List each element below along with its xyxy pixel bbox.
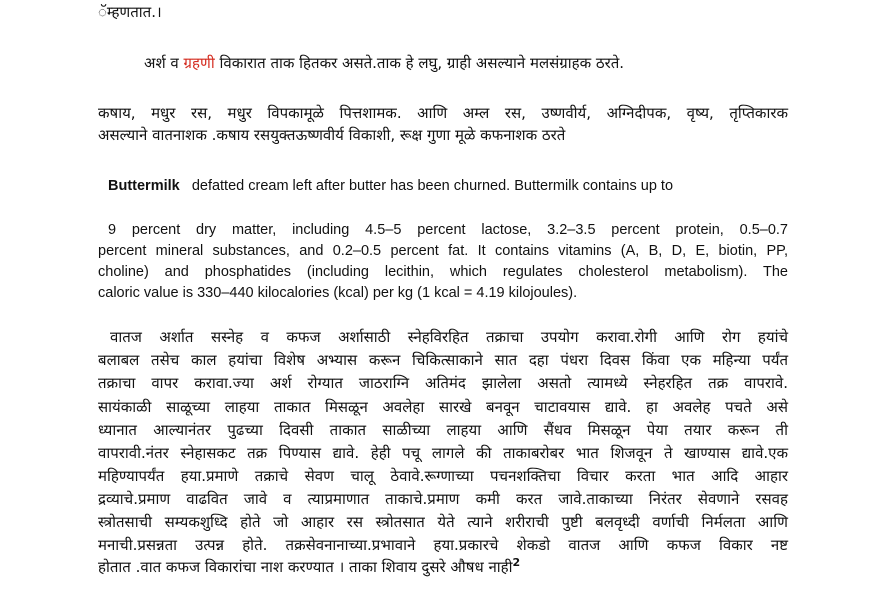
- buttermilk-line-2: percent mineral substances, and 0.2–0.5 percent fat. It contains vitamins (A, B, D, E, biotin, PP,: [98, 243, 788, 259]
- final-line-text: होतात .वात कफज विकारांचा नाश करण्यात । ताका शिवाय दुसरे औषध नाही: [98, 558, 513, 576]
- usage-line-3: तक्राचा वापर करावा.ज्या अर्श रोग्यात जाठराग्नि अतिमंद झालेला असतो त्यामध्ये स्नेहरहित तक्र वापरावे.: [98, 374, 788, 392]
- intro-after: विकारात ताक हितकर असते.ताक हे लघु, ग्राही असल्याने मलसंग्राहक ठरते.: [214, 54, 625, 72]
- intro-sentence: [144, 53, 624, 73]
- usage-line-5: ध्यानात आल्यानंतर पुढच्या दिवसी ताकात साळीच्या लाहया आणि सैंधव मिसळून पेया तयार करून ती: [98, 421, 788, 439]
- buttermilk-first-line: defatted cream left after butter has been churned. Buttermilk contains up to: [191, 178, 674, 194]
- usage-line-1: वातज अर्शात सस्नेह व कफज अर्शासाठी स्नेहविरहित तक्राचा उपयोग करावा.रोगी आणि रोग हयांचे: [110, 328, 788, 346]
- usage-line-4: सायंकाळी साळूच्या लाहया ताकात मिसळून अवलेहा सारखे बनवून चाटावयास द्यावे. हा अवलेह पचते असे: [98, 398, 788, 416]
- properties-line-2: असल्याने वातनाशक .कषाय रसयुक्तऊष्णवीर्य विकाशी, रूक्ष गुणा मूळे कफनाशक ठरते: [98, 126, 566, 144]
- intro-before: अर्श व: [144, 54, 184, 72]
- intro-highlight-grahani: ग्रहणी: [183, 54, 215, 72]
- usage-final-line: [98, 557, 520, 577]
- usage-line-2: बलाबल तसेच काल हयांचा विशेष अभ्यास करून चिकित्साकाने सात दहा पंधरा दिवस किंवा एक महिन्या पर्यंत: [98, 351, 788, 369]
- usage-line-8: द्रव्याचे.प्रमाण वाढवित जावे व त्याप्रमाणात ताकाचे.प्रमाण कमी करत जावे.ताकाच्या निरंतर सेवणाने रसवह: [98, 490, 788, 508]
- top-fragment: ॅम्हणतात.।: [98, 3, 162, 21]
- usage-line-9: स्त्रोतसाची सम्यकशुध्दि होते जो आहार रस स्त्रोतसात येते त्याने शरीराची पुष्टी बलवृध्दी वर्णाची निर्मलता आणि: [98, 513, 788, 531]
- buttermilk-line-3: choline) and phosphatides (including lecithin, which regulates cholesterol metabolism). The: [98, 264, 788, 280]
- usage-line-6: वापरावी.नंतर स्नेहासकट तक्र पिण्यास द्यावे. हेही पचू लागले की ताकाबरोबर भात शिजवून ते खाण्यास द्यावे.एक: [98, 444, 788, 462]
- usage-line-10: मनाची.प्रसन्नता उत्पन्न होते. तक्रसेवनानाच्या.प्रभावाने हया.प्रकारचे शेकडो वातज आणि कफज विकार नष्ट: [98, 536, 788, 554]
- buttermilk-term: Buttermilk: [108, 178, 180, 194]
- footnote-marker: 2: [512, 556, 521, 569]
- usage-line-7: महिण्यापर्यंत हया.प्रमाणे तक्राचे सेवण चालू ठेवावे.रूग्णाच्या पचनशक्तिचा विचार करता भात आदि आहार: [98, 467, 788, 485]
- buttermilk-line-4: caloric value is 330–440 kilocalories (kcal) per kg (1 kcal = 4.19 kilojoules).: [98, 285, 578, 301]
- properties-line-1: कषाय, मधुर रस, मधुर विपकामूळे पित्तशामक. आणि अम्ल रस, उष्णवीर्य, अग्निदीपक, वृष्य, तृप्तिकारक: [98, 104, 788, 122]
- buttermilk-definition: [108, 176, 673, 196]
- buttermilk-line-1: 9 percent dry matter, including 4.5–5 percent lactose, 3.2–3.5 percent protein, 0.5–0.7: [108, 222, 788, 238]
